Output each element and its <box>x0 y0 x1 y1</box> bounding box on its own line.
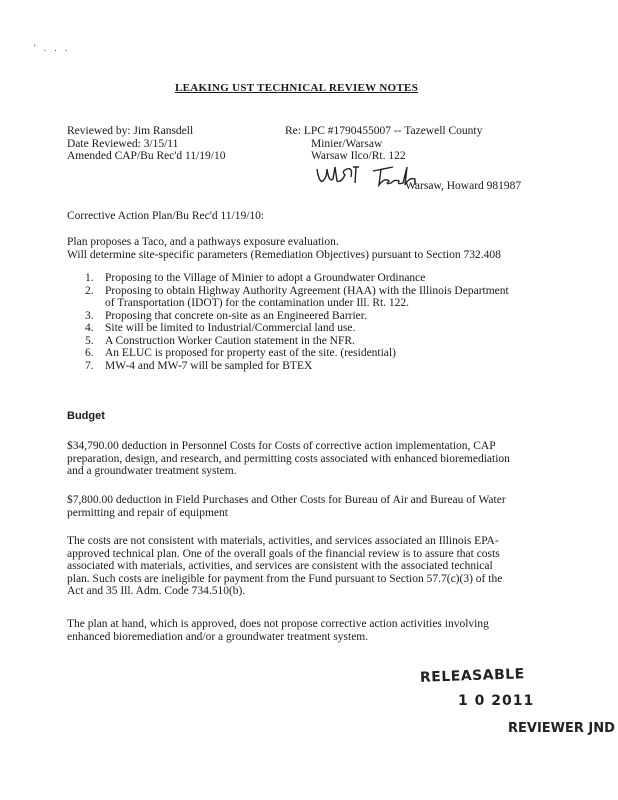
plan-intro <box>67 236 501 261</box>
page-title: LEAKING UST TECHNICAL REVIEW NOTES <box>175 82 419 94</box>
address: Warsaw Ilco/Rt. 122 <box>311 150 406 162</box>
budget-paragraph: The costs are not consistent with materials, activities, and services associated an Illinois EPA- approved technical plan. One of the overall goals of the financial review is to assure that costs associated with materials, activities, and services are consistent with the associated technical plan. Such costs are ineligible for payment from the Fund pursuant to Section 57.7(c)(3) of the Act and 35 Ill. Adm. Code 734.510(b). <box>67 535 503 597</box>
list-item: 2. Proposing to obtain Highway Authority Agreement (HAA) with the Illinois Department <box>85 284 509 297</box>
plan-intro-line: Plan proposes a Taco, and a pathways exposure evaluation. <box>67 236 339 248</box>
reviewer-stamp: REVIEWER JND <box>508 721 615 736</box>
list-item: 6. An ELUC is proposed for property east of the site. (residential) <box>85 347 396 359</box>
stamp-date: 1 0 2011 <box>458 693 535 709</box>
list-item-continuation: of Transportation (IDOT) for the contamination under Ill. Rt. 122. <box>105 297 410 309</box>
site-identifier: Warsaw, Howard 981987 <box>405 180 522 192</box>
list-item: 4. Site will be limited to Industrial/Commercial land use. <box>85 322 356 334</box>
stray-marks: ' . . . <box>34 43 71 53</box>
re-block <box>285 125 482 163</box>
list-item: 1. Proposing to the Village of Minier to adopt a Groundwater Ordinance <box>85 272 426 284</box>
list-item: 5. A Construction Worker Caution statement in the NFR. <box>85 334 355 347</box>
date-reviewed: Date Reviewed: 3/15/11 <box>67 137 179 150</box>
review-meta <box>67 125 225 163</box>
releasable-stamp: RELEASABLE <box>419 666 525 686</box>
budget-paragraph: The plan at hand, which is approved, does not propose corrective action activities involving enhanced bioremediation and/or a groundwater treatment system. <box>67 618 489 643</box>
location: Minier/Warsaw <box>311 137 383 150</box>
list-item: 3. Proposing that concrete on-site as an Engineered Barrier. <box>85 309 367 322</box>
reviewed-by: Reviewed by: Jim Ransdell <box>67 125 194 137</box>
amended-date: Amended CAP/Bu Rec'd 11/19/10 <box>67 150 226 162</box>
budget-paragraph: $34,790.00 deduction in Personnel Costs for Costs of corrective action implementation, CAP preparation, design, and research, and permitting costs associated with enhanced bioremediation and a groundwater treatment system. <box>67 440 510 477</box>
section-heading: Corrective Action Plan/Bu Rec'd 11/19/10: <box>67 210 265 222</box>
budget-heading: Budget <box>67 410 105 422</box>
plan-list <box>85 272 509 372</box>
re-line: Re: LPC #1790455007 -- Tazewell County <box>285 125 483 137</box>
budget-paragraph: $7,800.00 deduction in Field Purchases and Other Costs for Bureau of Air and Bureau of Water permitting and repair of equipment <box>67 494 506 519</box>
list-item: 7. MW-4 and MW-7 will be sampled for BTEX <box>85 359 313 372</box>
plan-intro-line: Will determine site-specific parameters (Remediation Objectives) pursuant to Section 732.408 <box>67 248 501 261</box>
